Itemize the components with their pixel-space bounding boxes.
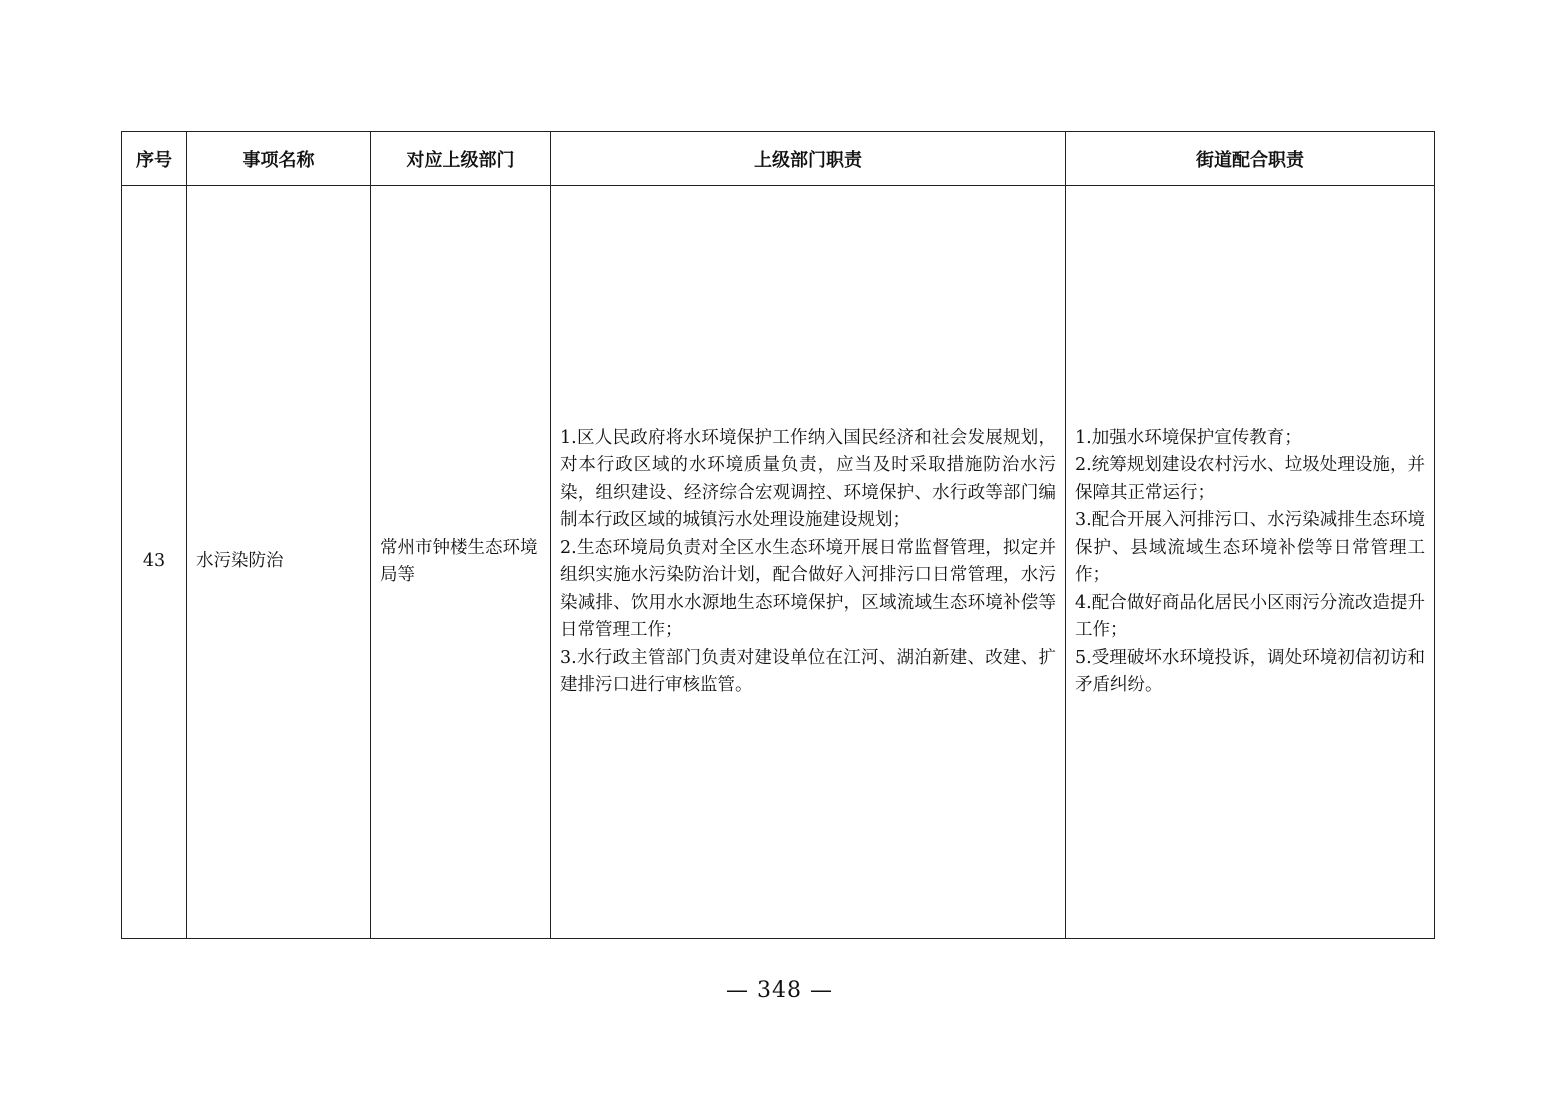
street-duty-item: 5.受理破坏水环境投诉，调处环境初信初访和矛盾纠纷。 xyxy=(1075,647,1425,695)
table-row xyxy=(122,186,1435,939)
header-superior-duties: 上级部门职责 xyxy=(551,132,1066,186)
header-index: 序号 xyxy=(122,132,187,186)
superior-duty-item: 3.水行政主管部门负责对建设单位在江河、湖泊新建、改建、扩建排污口进行审核监管。 xyxy=(560,647,1056,695)
duty-table xyxy=(121,131,1435,939)
row-item-name: 水污染防治 xyxy=(187,186,371,939)
street-duty-item: 4.配合做好商品化居民小区雨污分流改造提升工作； xyxy=(1075,592,1425,640)
row-index: 43 xyxy=(122,186,187,939)
row-street-duties xyxy=(1066,186,1435,939)
header-department: 对应上级部门 xyxy=(371,132,551,186)
street-duty-item: 3.配合开展入河排污口、水污染减排生态环境保护、县域流域生态环境补偿等日常管理工作； xyxy=(1075,510,1425,585)
row-superior-duties xyxy=(551,186,1066,939)
superior-duty-item: 2.生态环境局负责对全区水生态环境开展日常监督管理，拟定并组织实施水污染防治计划，配合做好入河排污口日常管理，水污染减排、饮用水水源地生态环境保护，区域流域生态环境补偿等日常管理工作； xyxy=(560,537,1056,640)
street-duty-item: 2.统筹规划建设农村污水、垃圾处理设施，并保障其正常运行； xyxy=(1075,455,1425,503)
header-street-duties: 街道配合职责 xyxy=(1066,132,1435,186)
header-item-name: 事项名称 xyxy=(187,132,371,186)
table-header-row xyxy=(122,132,1435,186)
row-department: 常州市钟楼生态环境局等 xyxy=(371,186,551,939)
page-number: — 348 — xyxy=(726,978,833,1003)
superior-duty-item: 1.区人民政府将水环境保护工作纳入国民经济和社会发展规划，对本行政区域的水环境质量负责，应当及时采取措施防治水污染，组织建设、经济综合宏观调控、环境保护、水行政等部门编制本行政区域的城镇污水处理设施建设规划； xyxy=(560,427,1056,530)
street-duty-item: 1.加强水环境保护宣传教育； xyxy=(1075,427,1302,448)
